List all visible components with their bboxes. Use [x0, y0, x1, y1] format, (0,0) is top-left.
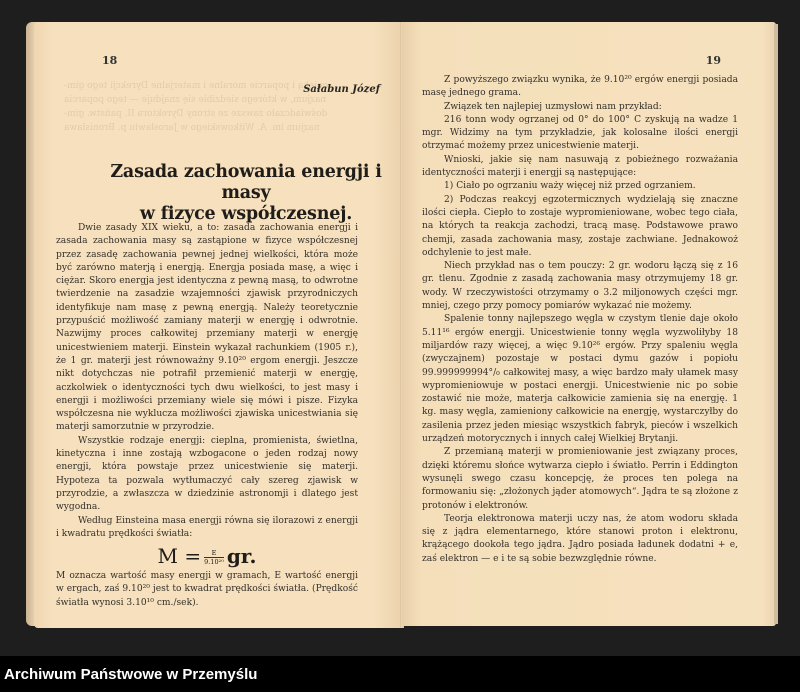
page-number-right: 19: [705, 54, 721, 67]
paragraph: Spalenie tonny najlepszego węgla w czystym tlenie daje około 5.11¹⁶ ergów energji. Unicestwienie tonny węgla wyzwoliłyby 18 miljardów razy więcej, a więc 9.10²⁶ ergów. Przy spaleniu węgla (zwyczajnem) pozostaje w postaci dymu gazów i popiołu 99.999999994°/₀ całkowitej masy, a więc bardzo mały ułamek masy wypromieniowuje w postaci energji. Unicestwienie nic po sobie zostawić nie może, materja całkowicie zamienia się na energję. 1 kg. masy węgla, zamieniony całkowicie na energję, wystarczyłby do zasilenia przez jeden miesiąc wszystkich fabryk, pieców i wszelkich urządzeń motorycznych i innych całej Wielkiej Brytanji.: [422, 314, 738, 445]
formula-unit: gr.: [226, 544, 257, 569]
paragraph: 2) Podczas reakcyj egzotermicznych wydzielają się znaczne ilości ciepła. Ciepło to zostaje wypromieniowane, wobec tego ciała, na których ta reakcja zachodzi, tracą masę. Podstawowe prawo chemji, zasada zachowania masy, zostaje zachwiane. Jednakowoż odchylenie to jest małe.: [422, 194, 738, 258]
formula-lhs: M =: [157, 544, 202, 569]
paragraph: Teorja elektronowa materji uczy nas, że atom wodoru składa się z jądra elementarnego, które stanowi proton i elektronu, krążącego dookoła tego jądra. Jądro posiada ładunek dodatni + e, zaś elektron — e i te są sobie bezwzględnie równe.: [422, 513, 738, 564]
paragraph: Z przemianą materji w promieniowanie jest związany proces, dzięki któremu słońce wytwarza ciepło i światło. Perrin i Eddington wysunęli swego czasu koncepcję, że proces ten polega na formowaniu się: „złożonych jąder atomowych“. Jądra te są złożone z protonów i elektronów.: [422, 447, 738, 511]
paragraph: Związek ten najlepiej uzmysłowi nam przykład:: [444, 101, 662, 112]
title-line-2: w fizyce współczesnej.: [139, 204, 353, 224]
paragraph: 1) Ciało po ogrzaniu waży więcej niż przed ogrzaniem.: [444, 181, 696, 192]
paragraph: Niech przykład nas o tem pouczy: 2 gr. wodoru łączą się z 16 gr. tlenu. Zgodnie z zasadą zachowania masy otrzymujemy 18 gr. wody. W rzeczywistości otrzymamy o 3.2 miljonowych części mgr. mniej, czego przy pomocy pomiarów wykazać nie możemy.: [422, 261, 738, 312]
book-edge-right: [774, 24, 778, 624]
paragraph: Dwie zasady XIX wieku, a to: zasada zachowania energji i zasada zachowania masy są zastąpione w fizyce współczesnej przez zasadę zachowania pewnej jednej wielkości, która może być zarówno materją i energją. Energja posiada masę, a więc i ciężar. Skoro energja jest identyczna z pewną masą, to odwrotne twierdzenie na zasadzie wzajemności zjawisk przyrodniczych identyfikuje nam masę z pewną energją. Należy teoretycznie przypuścić możliwość zamiany materji w energję i odwrotnie. Nazwijmy proces całkowitej przemiany materji w energję unicestwieniem materji. Einstein wykazał rachunkiem (1905 r.), że 1 gr. materji jest równoważny 9.10²⁰ ergom energji. Jeszcze nikt dotychczas nie potrafił przemienić materji w energję, aczkolwiek o identyczności tych dwu wielkości, to jest masy i energji i możliwości przemiany wiele się mówi i pisze. Fizyka współczesna nie wyklucza możliwości zjawiska unicestwiania się materji samorzutnie w przyrodzie.: [56, 223, 358, 433]
paragraph: Według Einsteina masa energji równa się ilorazowi z energji i kwadratu prędkości światła:: [56, 515, 358, 539]
formula-fraction: [204, 549, 224, 566]
author-name: Sałabun Józef: [303, 84, 380, 95]
page-number-left: 18: [102, 54, 118, 67]
left-page: [34, 22, 402, 628]
bleed-through-text: opieką i poparcie moralne i materjalne Dyrekcji tego gim-: [64, 81, 329, 91]
bleed-through-text: nazjum, w którego siedzibie się znajduje — tego poparcia: [64, 95, 327, 105]
paragraph: Z powyższego związku wynika, że 9.10²⁰ ergów energji posiada masę jednego grama.: [422, 75, 738, 99]
paragraph: 216 tonn wody ogrzanej od 0° do 100° C zyskują na wadze 1 mgr. Widzimy na tym przykładzie, jak kolosalne ilości energji otrzymać możemy przez unicestwienie materji.: [422, 114, 738, 152]
bleed-through-text: doświadczało zawsze ze strony Dyrektora II. państw. gim-: [64, 109, 328, 119]
einstein-formula: [56, 542, 358, 570]
paragraph: M oznacza wartość masy energji w gramach, E wartość energji w ergach, zaś 9.10²⁰ jest to kwadrat prędkości światła. (Prędkość światła wynosi 3.10¹⁰ cm./sek).: [56, 571, 358, 608]
bleed-through-text: nazjum im. A. Witkowskiego w Jarosławiu p. Bronisława: [64, 123, 320, 133]
formula-numerator: E: [204, 549, 224, 558]
title-line-1: Zasada zachowania energji i masy: [110, 162, 382, 203]
article-title: [96, 162, 396, 225]
paragraph: Wszystkie rodzaje energji: cieplna, promienista, świetlna, kinetyczna i inne zostają wzbogacone o jeden rodzaj nowy energji, która powstaje przez unicestwienie się materji. Hypoteza ta pozwala wytłumaczyć cały szereg zjawisk w przyrodzie, a zwłaszcza w dziedzinie astronomji i dlatego jest wygodna.: [56, 435, 358, 513]
right-page: [402, 22, 776, 626]
right-page-body: [422, 74, 738, 566]
left-page-body: [56, 222, 358, 610]
formula-denominator: 9.10²⁰: [204, 558, 224, 567]
archive-name: Archiwum Państwowe w Przemyślu: [4, 666, 258, 683]
paragraph: Wnioski, jakie się nam nasuwają z pobieżnego rozważania identyczności materji i energji są następujące:: [422, 154, 738, 179]
